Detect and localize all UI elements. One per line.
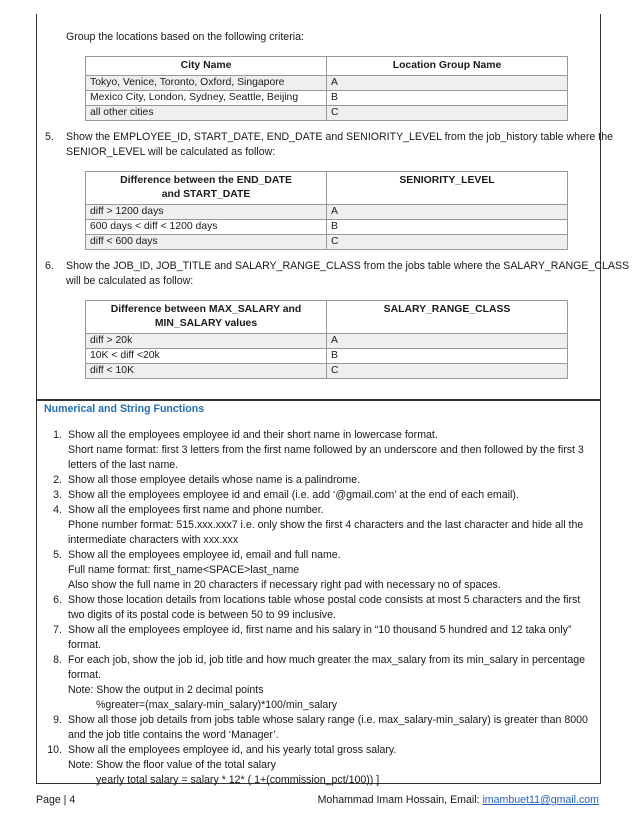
- list-item-text: two digits of its postal code is between 50 to 99 inclusive.: [68, 609, 336, 621]
- table-cell: A: [327, 205, 568, 220]
- table-header: City Name: [86, 57, 327, 76]
- item-6-line-1: Show the JOB_ID, JOB_TITLE and SALARY_RANGE_CLASS from the jobs table where the SALARY_RANGE_CLASS: [66, 260, 630, 272]
- list-item: [40, 593, 595, 623]
- list-item-text: Show all the employees employee id, email and full name.: [68, 549, 341, 561]
- list-item-text: intermediate characters with xxx.xxx: [68, 534, 239, 546]
- list-item-text: format.: [68, 669, 101, 681]
- item-6-number: 6.: [45, 260, 54, 272]
- list-item-text: Show all the employees employee id and their short name in lowercase format.: [68, 429, 438, 441]
- email-link[interactable]: imambuet11@gmail.com: [482, 794, 599, 806]
- functions-list: [40, 428, 595, 788]
- list-item-formula: %greater=(max_salary-min_salary)*100/min_salary: [96, 699, 338, 711]
- table-header: Difference between the END_DATE and START_DATE: [86, 172, 327, 205]
- table-cell: diff < 600 days: [86, 235, 327, 250]
- table-cell: diff > 20k: [86, 334, 327, 349]
- list-item-text: Show all the employees first name and phone number.: [68, 504, 324, 516]
- table-cell: B: [327, 91, 568, 106]
- list-item-number: 3.: [53, 489, 62, 501]
- table-cell: C: [327, 235, 568, 250]
- list-item-text: letters of the last name.: [68, 459, 179, 471]
- list-item-number: 1.: [53, 429, 62, 441]
- list-item-text: Show all those job details from jobs table whose salary range (i.e. max_salary-min_salary) is greater than 8000: [68, 714, 588, 726]
- item-5-line-2: SENIOR_LEVEL will be calculated as follow:: [66, 146, 276, 158]
- table-header: SENIORITY_LEVEL: [327, 172, 568, 205]
- table-cell: C: [327, 106, 568, 121]
- list-item-text: Show all the employees employee id, and his yearly total gross salary.: [68, 744, 397, 756]
- list-item-text: Note: Show the output in 2 decimal points: [68, 684, 264, 696]
- list-item-text: Short name format: first 3 letters from the first name followed by an underscore and then followed by the first 3: [68, 444, 584, 456]
- table-cell: diff > 1200 days: [86, 205, 327, 220]
- list-item-number: 8.: [53, 654, 62, 666]
- list-item-number: 6.: [53, 594, 62, 606]
- list-item-text: Note: Show the floor value of the total salary: [68, 759, 276, 771]
- list-item-text: Show all the employees employee id, first name and his salary in “10 thousand 5 hundred and 12 taka only”: [68, 624, 572, 636]
- list-item-number: 10.: [47, 744, 62, 756]
- table-cell: A: [327, 76, 568, 91]
- list-item-formula: yearly total salary = salary * 12* ( 1+(commission_pct/100)) ]: [96, 774, 380, 786]
- list-item-text: and the job title contains the word ‘Manager’.: [68, 729, 279, 741]
- table-cell: 600 days < diff < 1200 days: [86, 220, 327, 235]
- list-item-text: Show all those employee details whose name is a palindrome.: [68, 474, 361, 486]
- list-item-text: format.: [68, 639, 101, 651]
- list-item-number: 9.: [53, 714, 62, 726]
- list-item-number: 7.: [53, 624, 62, 636]
- table-cell: all other cities: [86, 106, 327, 121]
- table-cell: C: [327, 364, 568, 379]
- list-item: [40, 743, 595, 788]
- location-group-table: [85, 56, 568, 121]
- list-item: [40, 428, 595, 473]
- list-item: [40, 488, 595, 503]
- table-header: Difference between MAX_SALARY and MIN_SALARY values: [86, 301, 327, 334]
- section-title: Numerical and String Functions: [44, 403, 205, 415]
- list-item: [40, 548, 595, 593]
- table-header: Location Group Name: [327, 57, 568, 76]
- footer-author: [318, 794, 599, 806]
- list-item-text: For each job, show the job id, job title and how much greater the max_salary from its min_salary in percentage: [68, 654, 585, 666]
- table-header: SALARY_RANGE_CLASS: [327, 301, 568, 334]
- item-5-line-1: Show the EMPLOYEE_ID, START_DATE, END_DATE and SENIORITY_LEVEL from the job_history table where the: [66, 131, 613, 143]
- list-item-number: 5.: [53, 549, 62, 561]
- page-number: Page | 4: [36, 794, 76, 806]
- list-item-text: Also show the full name in 20 characters if necessary right pad with necessary no of spaces.: [68, 579, 501, 591]
- item-6-line-2: will be calculated as follow:: [66, 275, 194, 287]
- list-item-number: 4.: [53, 504, 62, 516]
- list-item-text: Phone number format: 515.xxx.xxx7 i.e. only show the first 4 characters and the last character and hide all the: [68, 519, 584, 531]
- list-item: [40, 713, 595, 743]
- list-item: [40, 653, 595, 713]
- list-item: [40, 503, 595, 548]
- salary-range-table: [85, 300, 568, 379]
- list-item: [40, 623, 595, 653]
- list-item: [40, 473, 595, 488]
- table-cell: A: [327, 334, 568, 349]
- list-item-text: Full name format: first_name<SPACE>last_name: [68, 564, 300, 576]
- list-item-text: Show those location details from locations table whose postal code consists at most 5 characters and the first: [68, 594, 581, 606]
- table-cell: B: [327, 220, 568, 235]
- list-item-text: Show all the employees employee id and email (i.e. add ‘@gmail.com’ at the end of each email).: [68, 489, 519, 501]
- list-item-number: 2.: [53, 474, 62, 486]
- author-text: Mohammad Imam Hossain, Email:: [317, 794, 483, 806]
- table-cell: B: [327, 349, 568, 364]
- table-cell: 10K < diff <20k: [86, 349, 327, 364]
- intro-text: Group the locations based on the following criteria:: [66, 31, 304, 43]
- table-cell: diff < 10K: [86, 364, 327, 379]
- table-cell: Tokyo, Venice, Toronto, Oxford, Singapore: [86, 76, 327, 91]
- item-5-number: 5.: [45, 131, 54, 143]
- seniority-table: [85, 171, 568, 250]
- table-cell: Mexico City, London, Sydney, Seattle, Beijing: [86, 91, 327, 106]
